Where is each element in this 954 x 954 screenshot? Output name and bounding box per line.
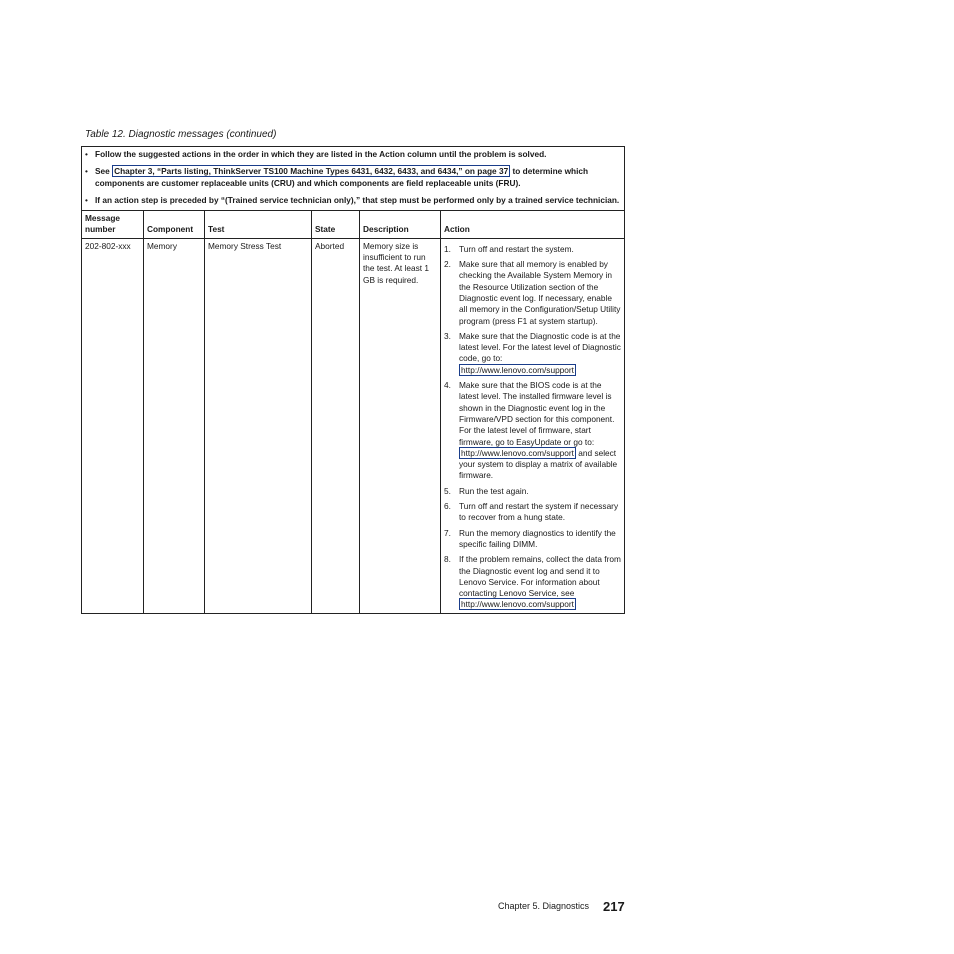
step-number: 1. — [444, 243, 451, 254]
action-step — [444, 486, 621, 497]
step-text: Run the memory diagnostics to identify the specific failing DIMM. — [459, 527, 616, 549]
step-text-part: Make sure that the Diagnostic code is at the latest level. For the latest level of Diagnostic code, go to: — [459, 330, 621, 364]
step-text-part: Make sure that the BIOS code is at the latest level. The installed firmware level is shown in the Diagnostic event log in the Firmware/VPD section for this component. For the latest level of firmware, start firmware, go to EasyUpdate or go to: — [459, 380, 615, 447]
bullet: • — [85, 149, 88, 159]
cell-test: Memory Stress Test — [205, 238, 312, 613]
note-2-post: to determine which components are customer replaceable units (CRU) and which components are field replaceable units (FRU). — [95, 166, 589, 188]
step-number: 8. — [444, 554, 451, 565]
step-number: 6. — [444, 501, 451, 512]
step-text — [459, 380, 621, 482]
action-step — [444, 501, 621, 524]
step-text: Run the test again. — [459, 485, 529, 496]
header-state: State — [312, 211, 360, 239]
header-action: Action — [441, 211, 625, 239]
action-step — [444, 244, 621, 255]
step-number: 2. — [444, 259, 451, 270]
note-3 — [85, 195, 621, 206]
step-number: 4. — [444, 380, 451, 391]
bullet: • — [85, 194, 88, 205]
support-link[interactable]: http://www.lenovo.com/support — [461, 599, 574, 610]
step-number: 5. — [444, 485, 451, 496]
note-3-text: If an action step is preceded by “(Trained service technician only),” that step must be performed only by a trained service technician. — [95, 194, 620, 205]
cell-message-number: 202-802-xxx — [82, 238, 144, 613]
step-text-part: If the problem remains, collect the data from the Diagnostic event log and send it to Lenovo Service. For information about contacting Lenovo Service, see — [459, 554, 621, 599]
action-step — [444, 259, 621, 327]
action-step — [444, 528, 621, 551]
chapter-3-link[interactable]: Chapter 3, “Parts listing, ThinkServer TS100 Machine Types 6431, 6432, 6433, and 6434,” on page 37 — [114, 166, 509, 177]
cell-state: Aborted — [312, 238, 360, 613]
action-step — [444, 380, 621, 482]
action-list — [444, 244, 621, 611]
note-2-pre: See — [95, 166, 113, 177]
table-row — [82, 238, 625, 613]
footer-chapter: Chapter 5. Diagnostics — [498, 901, 590, 911]
page-number: 217 — [603, 899, 625, 914]
support-link[interactable]: http://www.lenovo.com/support — [461, 364, 574, 375]
note-1-text: Follow the suggested actions in the order in which they are listed in the Action column until the problem is solved. — [95, 149, 547, 159]
header-test: Test — [205, 211, 312, 239]
cell-component: Memory — [144, 238, 205, 613]
action-step — [444, 554, 621, 610]
step-text — [459, 554, 621, 610]
bullet: • — [85, 166, 88, 177]
step-text: Make sure that all memory is enabled by checking the Available System Memory in the Resource Utilization section of the Diagnostic event log. If necessary, enable all memory in the Configuration/Setup Utility program (press F1 at system startup). — [459, 259, 621, 326]
table-notes — [82, 147, 625, 211]
diagnostic-messages-table — [81, 146, 625, 614]
table-header-row — [82, 211, 625, 239]
step-text: Turn off and restart the system if necessary to recover from a hung state. — [459, 501, 619, 523]
step-number: 3. — [444, 330, 451, 341]
step-text: Turn off and restart the system. — [459, 243, 574, 254]
header-component: Component — [144, 211, 205, 239]
note-1 — [85, 149, 621, 160]
support-link[interactable]: http://www.lenovo.com/support — [461, 447, 574, 458]
header-description: Description — [360, 211, 441, 239]
step-text-part: and select your system to display a matrix of available firmware. — [459, 447, 618, 481]
table-caption: Table 12. Diagnostic messages (continued) — [85, 129, 277, 140]
action-step — [444, 331, 621, 376]
header-message-number: Message number — [82, 211, 144, 239]
note-2 — [85, 166, 621, 189]
cell-action — [441, 238, 625, 613]
cell-description: Memory size is insufficient to run the test. At least 1 GB is required. — [360, 238, 441, 613]
note-2-text — [95, 166, 621, 189]
table-notes-row — [82, 147, 625, 211]
step-text — [459, 331, 621, 376]
step-number: 7. — [444, 527, 451, 538]
